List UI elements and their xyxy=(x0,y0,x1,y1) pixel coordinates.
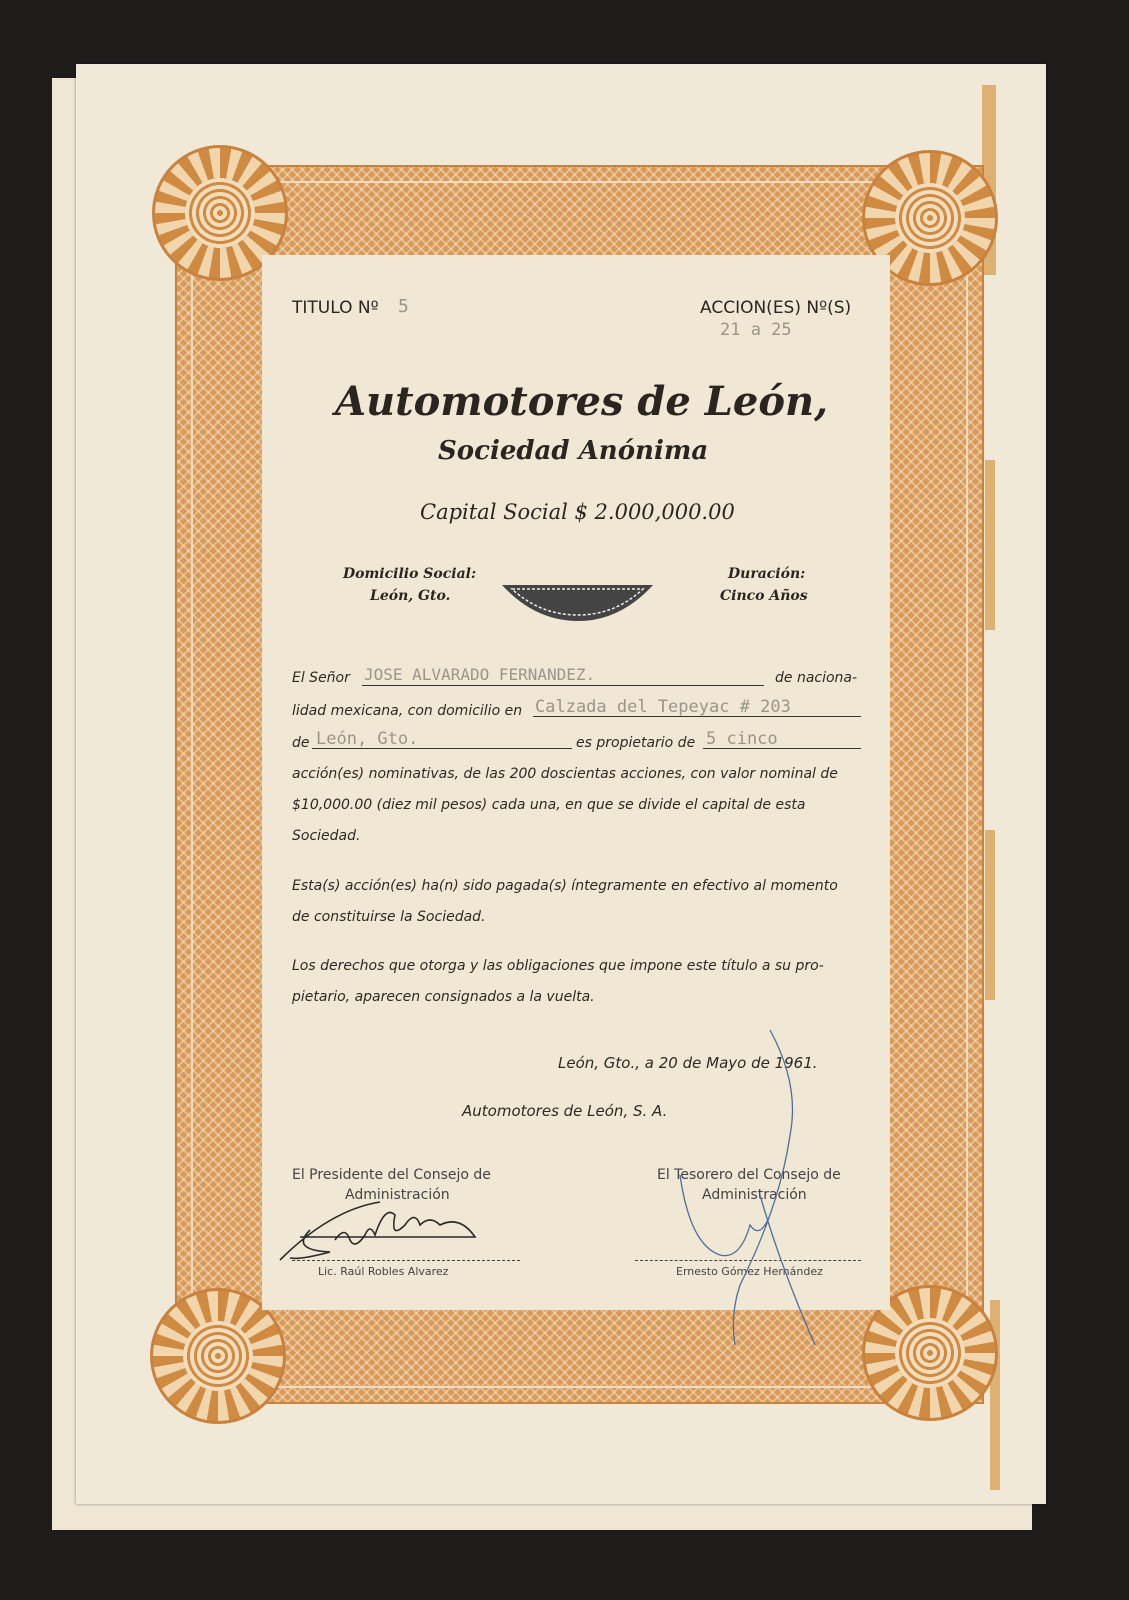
company-name: Automotores de León, xyxy=(335,378,829,425)
owner-city: León, Gto. xyxy=(316,729,419,749)
domicilio-value: León, Gto. xyxy=(370,588,451,604)
acciones-range: 21 a 25 xyxy=(720,320,792,340)
president-title: El Presidente del Consejo de xyxy=(292,1167,491,1183)
company-signature-line: Automotores de León, S. A. xyxy=(462,1102,668,1120)
president-name: Lic. Raúl Robles Alvarez xyxy=(318,1265,449,1278)
owner-address: Calzada del Tepeyac # 203 xyxy=(535,697,791,717)
duracion-label: Duración: xyxy=(728,566,806,582)
titulo-number: 5 xyxy=(398,296,409,317)
body-line: Sociedad. xyxy=(292,828,361,844)
senor-label: El Señor xyxy=(292,670,350,686)
domicilio-label: Domicilio Social: xyxy=(343,566,477,582)
company-type: Sociedad Anónima xyxy=(438,436,709,466)
stain xyxy=(985,460,995,630)
treasurer-signature xyxy=(660,1025,830,1355)
body-line: pietario, aparecen consignados a la vuelta. xyxy=(292,989,595,1005)
treasurer-title-2: Administración xyxy=(702,1187,807,1203)
owner-name: JOSE ALVARADO FERNANDEZ. xyxy=(364,665,596,684)
de-label: de xyxy=(292,735,310,751)
acciones-label: ACCION(ES) Nº(S) xyxy=(700,298,852,318)
capital-social: Capital Social $ 2.000,000.00 xyxy=(420,500,735,524)
treasurer-title: El Tesorero del Consejo de xyxy=(657,1167,841,1183)
body-line: Los derechos que otorga y las obligaciones que impone este título a su pro- xyxy=(292,958,824,974)
domicilio-text: lidad mexicana, con domicilio en xyxy=(292,703,523,719)
treasurer-name: Ernesto Gómez Hernández xyxy=(676,1265,823,1278)
nacionalidad-text: de naciona- xyxy=(775,670,858,686)
propietario-label: es propietario de xyxy=(576,735,696,751)
titulo-label: TITULO Nº xyxy=(292,298,379,318)
president-title-2: Administración xyxy=(345,1187,450,1203)
shares-count: 5 cinco xyxy=(706,729,778,749)
stain xyxy=(985,830,995,1000)
date-line: León, Gto., a 20 de Mayo de 1961. xyxy=(558,1054,818,1072)
president-signature xyxy=(270,1190,510,1280)
duracion-value: Cinco Años xyxy=(720,588,808,604)
body-line: $10,000.00 (diez mil pesos) cada una, en que se divide el capital de esta xyxy=(292,797,806,813)
body-line: de constituirse la Sociedad. xyxy=(292,909,486,925)
ornament-fan-icon xyxy=(500,583,655,623)
body-line: acción(es) nominativas, de las 200 doscientas acciones, con valor nominal de xyxy=(292,766,838,782)
body-line: Esta(s) acción(es) ha(n) sido pagada(s) íntegramente en efectivo al momento xyxy=(292,878,838,894)
